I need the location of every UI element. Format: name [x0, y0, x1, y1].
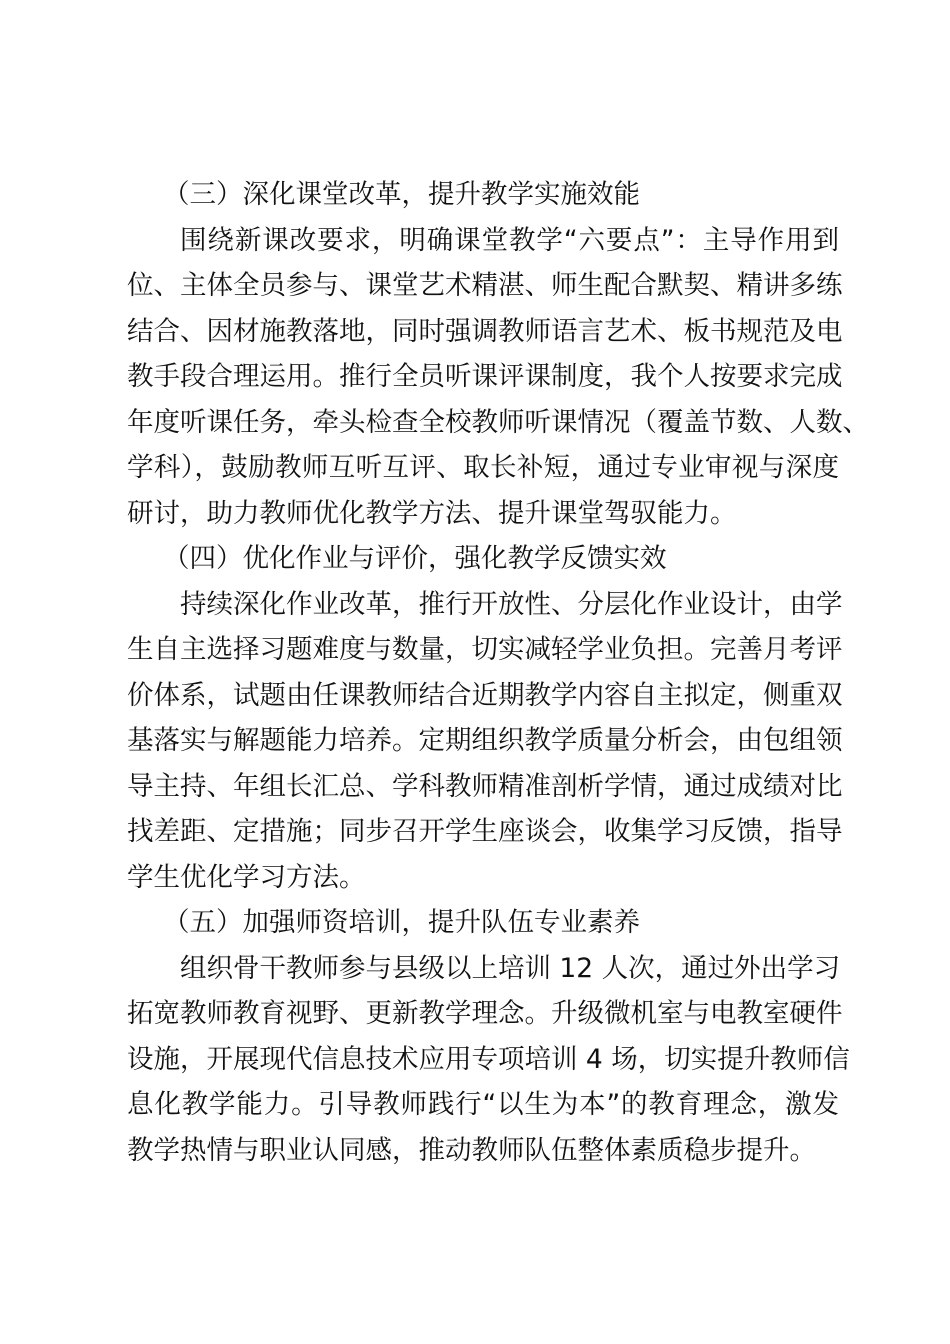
section-heading [127, 900, 839, 946]
text-line: 设施，开展现代信息技术应用专项培训 4 场，切实提升教师信 [127, 1043, 850, 1075]
text-line: 学科），鼓励教师互听互评、取长补短，通过专业审视与深度 [127, 452, 839, 483]
text-line: 拓宽教师教育视野、更新教学理念。升级微机室与电教室硬件 [127, 998, 843, 1029]
text-line: 组织骨干教师参与县级以上培训 12 人次，通过外出学习 [180, 952, 841, 984]
text-line: 生自主选择习题难度与数量，切实减轻学业负担。完善月考评 [127, 634, 843, 665]
text-line: 导主持、年组长汇总、学科教师精准剖析学情，通过成绩对比 [127, 770, 843, 802]
text-line: 结合、因材施教落地，同时强调教师语言艺术、板书规范及电 [127, 315, 843, 347]
text-line: 找差距、定措施；同步召开学生座谈会，收集学习反馈，指导 [127, 816, 843, 847]
text-line: 研讨，助力教师优化教学方法、提升课堂驾驭能力。 [127, 497, 737, 529]
text-line: 价体系，试题由任课教师结合近期教学内容自主拟定，侧重双 [127, 679, 843, 711]
paragraph [127, 218, 869, 537]
paragraph [127, 582, 843, 901]
document-body [127, 172, 869, 1173]
section-heading-text: （五）加强师资培训，提升队伍专业素养 [163, 907, 640, 938]
text-line: 基落实与解题能力培养。定期组织教学质量分析会，由包组领 [127, 725, 843, 756]
text-line: 持续深化作业改革，推行开放性、分层化作业设计，由学 [180, 588, 843, 620]
section-heading-text: （三）深化课堂改革，提升教学实施效能 [163, 179, 640, 210]
section-heading [127, 172, 839, 218]
section-five [127, 900, 850, 1173]
text-line: 位、主体全员参与、课堂艺术精湛、师生配合默契、精讲多练 [127, 270, 843, 301]
section-heading-text: （四）优化作业与评价，强化教学反馈实效 [163, 543, 667, 574]
text-line: 围绕新课改要求，明确课堂教学“六要点”：主导作用到 [180, 224, 839, 256]
section-four [127, 536, 843, 900]
text-line: 年度听课任务，牵头检查全校教师听课情况（覆盖节数、人数、 [127, 406, 869, 438]
section-three [127, 172, 869, 536]
text-line: 息化教学能力。引导教师践行“以生为本”的教育理念，激发 [127, 1089, 839, 1120]
text-line: 教学热情与职业认同感，推动教师队伍整体素质稳步提升。 [127, 1134, 816, 1166]
text-line: 学生优化学习方法。 [127, 861, 366, 893]
paragraph [127, 946, 850, 1174]
text-line: 教手段合理运用。推行全员听课评课制度，我个人按要求完成 [127, 361, 843, 392]
section-heading [127, 536, 839, 582]
